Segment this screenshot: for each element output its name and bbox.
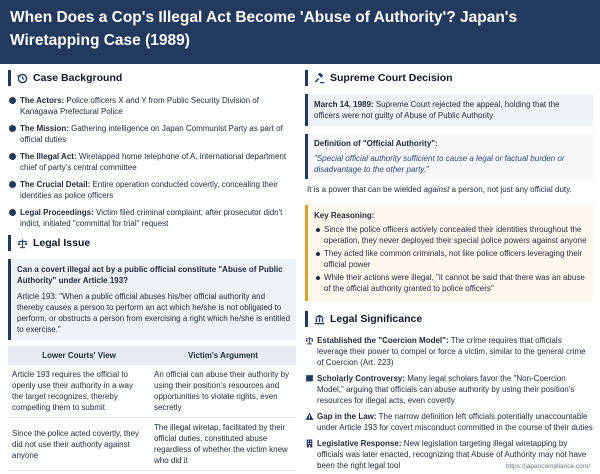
background-list — [8, 95, 296, 229]
column-header: Victim's Argument — [150, 346, 296, 365]
scales-icon — [17, 238, 28, 249]
list-item — [314, 272, 587, 294]
bullet-dot — [316, 252, 320, 256]
table-cell: Since the police acted covertly, they did not use their authority against anyone — [8, 418, 150, 471]
table-cell: The illegal wiretap, facilitated by their official duties, constituted abuse regardless of whether the victim knew who did it — [150, 418, 296, 471]
bullet-dot — [9, 97, 16, 104]
power-text — [305, 184, 593, 195]
scales-icon — [305, 336, 314, 345]
power-text-emphasis: against — [423, 185, 450, 194]
column-header: Lower Courts' View — [8, 346, 150, 365]
section-legal-issue — [8, 235, 296, 251]
item-label: Established the "Coercion Model": — [317, 336, 449, 345]
list-item — [8, 151, 296, 173]
reasoning-text: Since the police officers actively concealed their identities throughout the operation, they never deployed their special police powers against anyone — [324, 225, 587, 245]
table-cell: Article 193 requires the official to openly use their authority in a way the target recognizes, thereby compelling them to submit — [8, 365, 150, 418]
list-item — [8, 123, 296, 145]
warning-icon — [305, 412, 314, 421]
list-item — [314, 224, 587, 246]
gavel-icon — [314, 73, 325, 84]
section-heading: Legal Significance — [330, 313, 423, 325]
item-text: Many legal scholars favor the "Non-Coercion Model," arguing that officials can abuse authority by using their position's resources for illegal acts, even covertly — [317, 374, 575, 405]
table-cell: An official can abuse their authority by using their position's resources and opportunities to violate rights, even secretly — [150, 365, 296, 418]
section-legal-significance — [305, 311, 593, 327]
power-text-end: a person, not just any official duty. — [449, 185, 572, 194]
item-text: New legislation targeting illegal wiretapping by officials was later enacted, recognizing that Abuse of Authority may not have been the right legal tool — [317, 439, 587, 470]
item-text: The narrow definition left officials potentially unaccountable under Article 193 for covert misconduct committed in the course of their duties — [317, 412, 593, 432]
reasoning-text: While their actions were illegal, "it cannot be said that there was an abuse of the official authority granted to police officers" — [324, 273, 585, 293]
right-column — [305, 70, 593, 474]
bullet-dot — [316, 276, 320, 280]
definition-quote: "Special official authority sufficient to cause a legal or factual burden or disadvantage to the other party." — [314, 154, 565, 174]
reasoning-text: They acted like common criminals, not like police officers leveraging their official power — [324, 249, 583, 269]
page-title: When Does a Cop's Illegal Act Become 'Abuse of Authority'? Japan's Wiretapping Case (1989) — [10, 9, 518, 49]
decision-text: Supreme Court rejected the appeal, holding that the officers were not guilty of Abuse of Public Authority — [314, 100, 560, 120]
footer-url[interactable]: https://japancompliance.com/ — [505, 463, 590, 470]
bullet-dot — [9, 209, 16, 216]
page-header — [0, 0, 600, 64]
section-case-background — [8, 70, 296, 86]
power-text-start: It is a power that can be wielded — [307, 185, 424, 194]
item-text: Victim filed criminal complaint; after prosecutor didn't indict, initiated "committal for trial" request — [20, 208, 283, 228]
item-label: The Illegal Act: — [20, 152, 77, 161]
item-label: The Crucial Detail: — [20, 180, 91, 189]
section-supreme-court-decision — [305, 70, 593, 86]
item-label: Gap in the Law: — [317, 412, 377, 421]
left-column — [8, 70, 296, 471]
list-item — [8, 207, 296, 229]
list-item — [314, 248, 587, 270]
bullet-dot — [9, 153, 16, 160]
item-text: Entire operation conducted covertly, concealing their identities as police officers — [20, 180, 278, 200]
bullet-dot — [316, 228, 320, 232]
definition-box — [305, 134, 593, 179]
item-label: Scholarly Controversy: — [317, 374, 406, 383]
legal-issue-box — [8, 259, 296, 340]
article-text: Article 193: "When a public official abuses his/her official authority and thereby causes a person to perform an act which he/she is not obligated to perform, or obstructs a person from exercising a right which he/she is entitled to exercise." — [17, 292, 291, 334]
table-row — [8, 418, 296, 471]
item-label: Legislative Response: — [317, 439, 402, 448]
views-table — [8, 346, 296, 471]
bank-icon — [314, 314, 325, 325]
item-label: Legal Proceedings: — [20, 208, 94, 217]
decision-date: March 14, 1989: — [314, 100, 374, 109]
definition-title: Definition of "Official Authority": — [314, 139, 438, 148]
decision-box — [305, 94, 593, 126]
item-text: Gathering intelligence on Japan Communist Party as part of official duties — [20, 124, 283, 144]
history-icon — [17, 73, 28, 84]
item-label: The Actors: — [20, 96, 65, 105]
list-item — [305, 373, 593, 406]
item-text: The crime requires that officials leverage their power to compel or force a victim, similar to the general crime of Coercion (Art. 223) — [317, 336, 586, 367]
key-reasoning-box — [305, 205, 593, 301]
item-text: Police officers X and Y from Public Security Division of Kanagawa Prefectural Police — [20, 96, 259, 116]
reasoning-list — [314, 224, 587, 294]
bullet-dot — [9, 125, 16, 132]
list-item — [305, 411, 593, 433]
item-text: Wiretapped home telephone of A, international department chief of party's central committee — [20, 152, 287, 172]
list-item — [8, 179, 296, 201]
book-icon — [305, 374, 314, 383]
section-heading: Legal Issue — [33, 237, 91, 249]
legal-question: Can a covert illegal act by a public official constitute "Abuse of Public Authority" under Article 193? — [17, 265, 283, 285]
table-row — [8, 365, 296, 418]
list-item — [8, 95, 296, 117]
reasoning-title: Key Reasoning: — [314, 211, 375, 220]
significance-list — [305, 335, 593, 471]
list-item — [305, 335, 593, 368]
table-header-row — [8, 346, 296, 365]
section-heading: Case Background — [33, 72, 123, 84]
bullet-dot — [9, 181, 16, 188]
section-heading: Supreme Court Decision — [330, 72, 453, 84]
building-icon — [305, 439, 314, 448]
item-label: The Mission: — [20, 124, 69, 133]
